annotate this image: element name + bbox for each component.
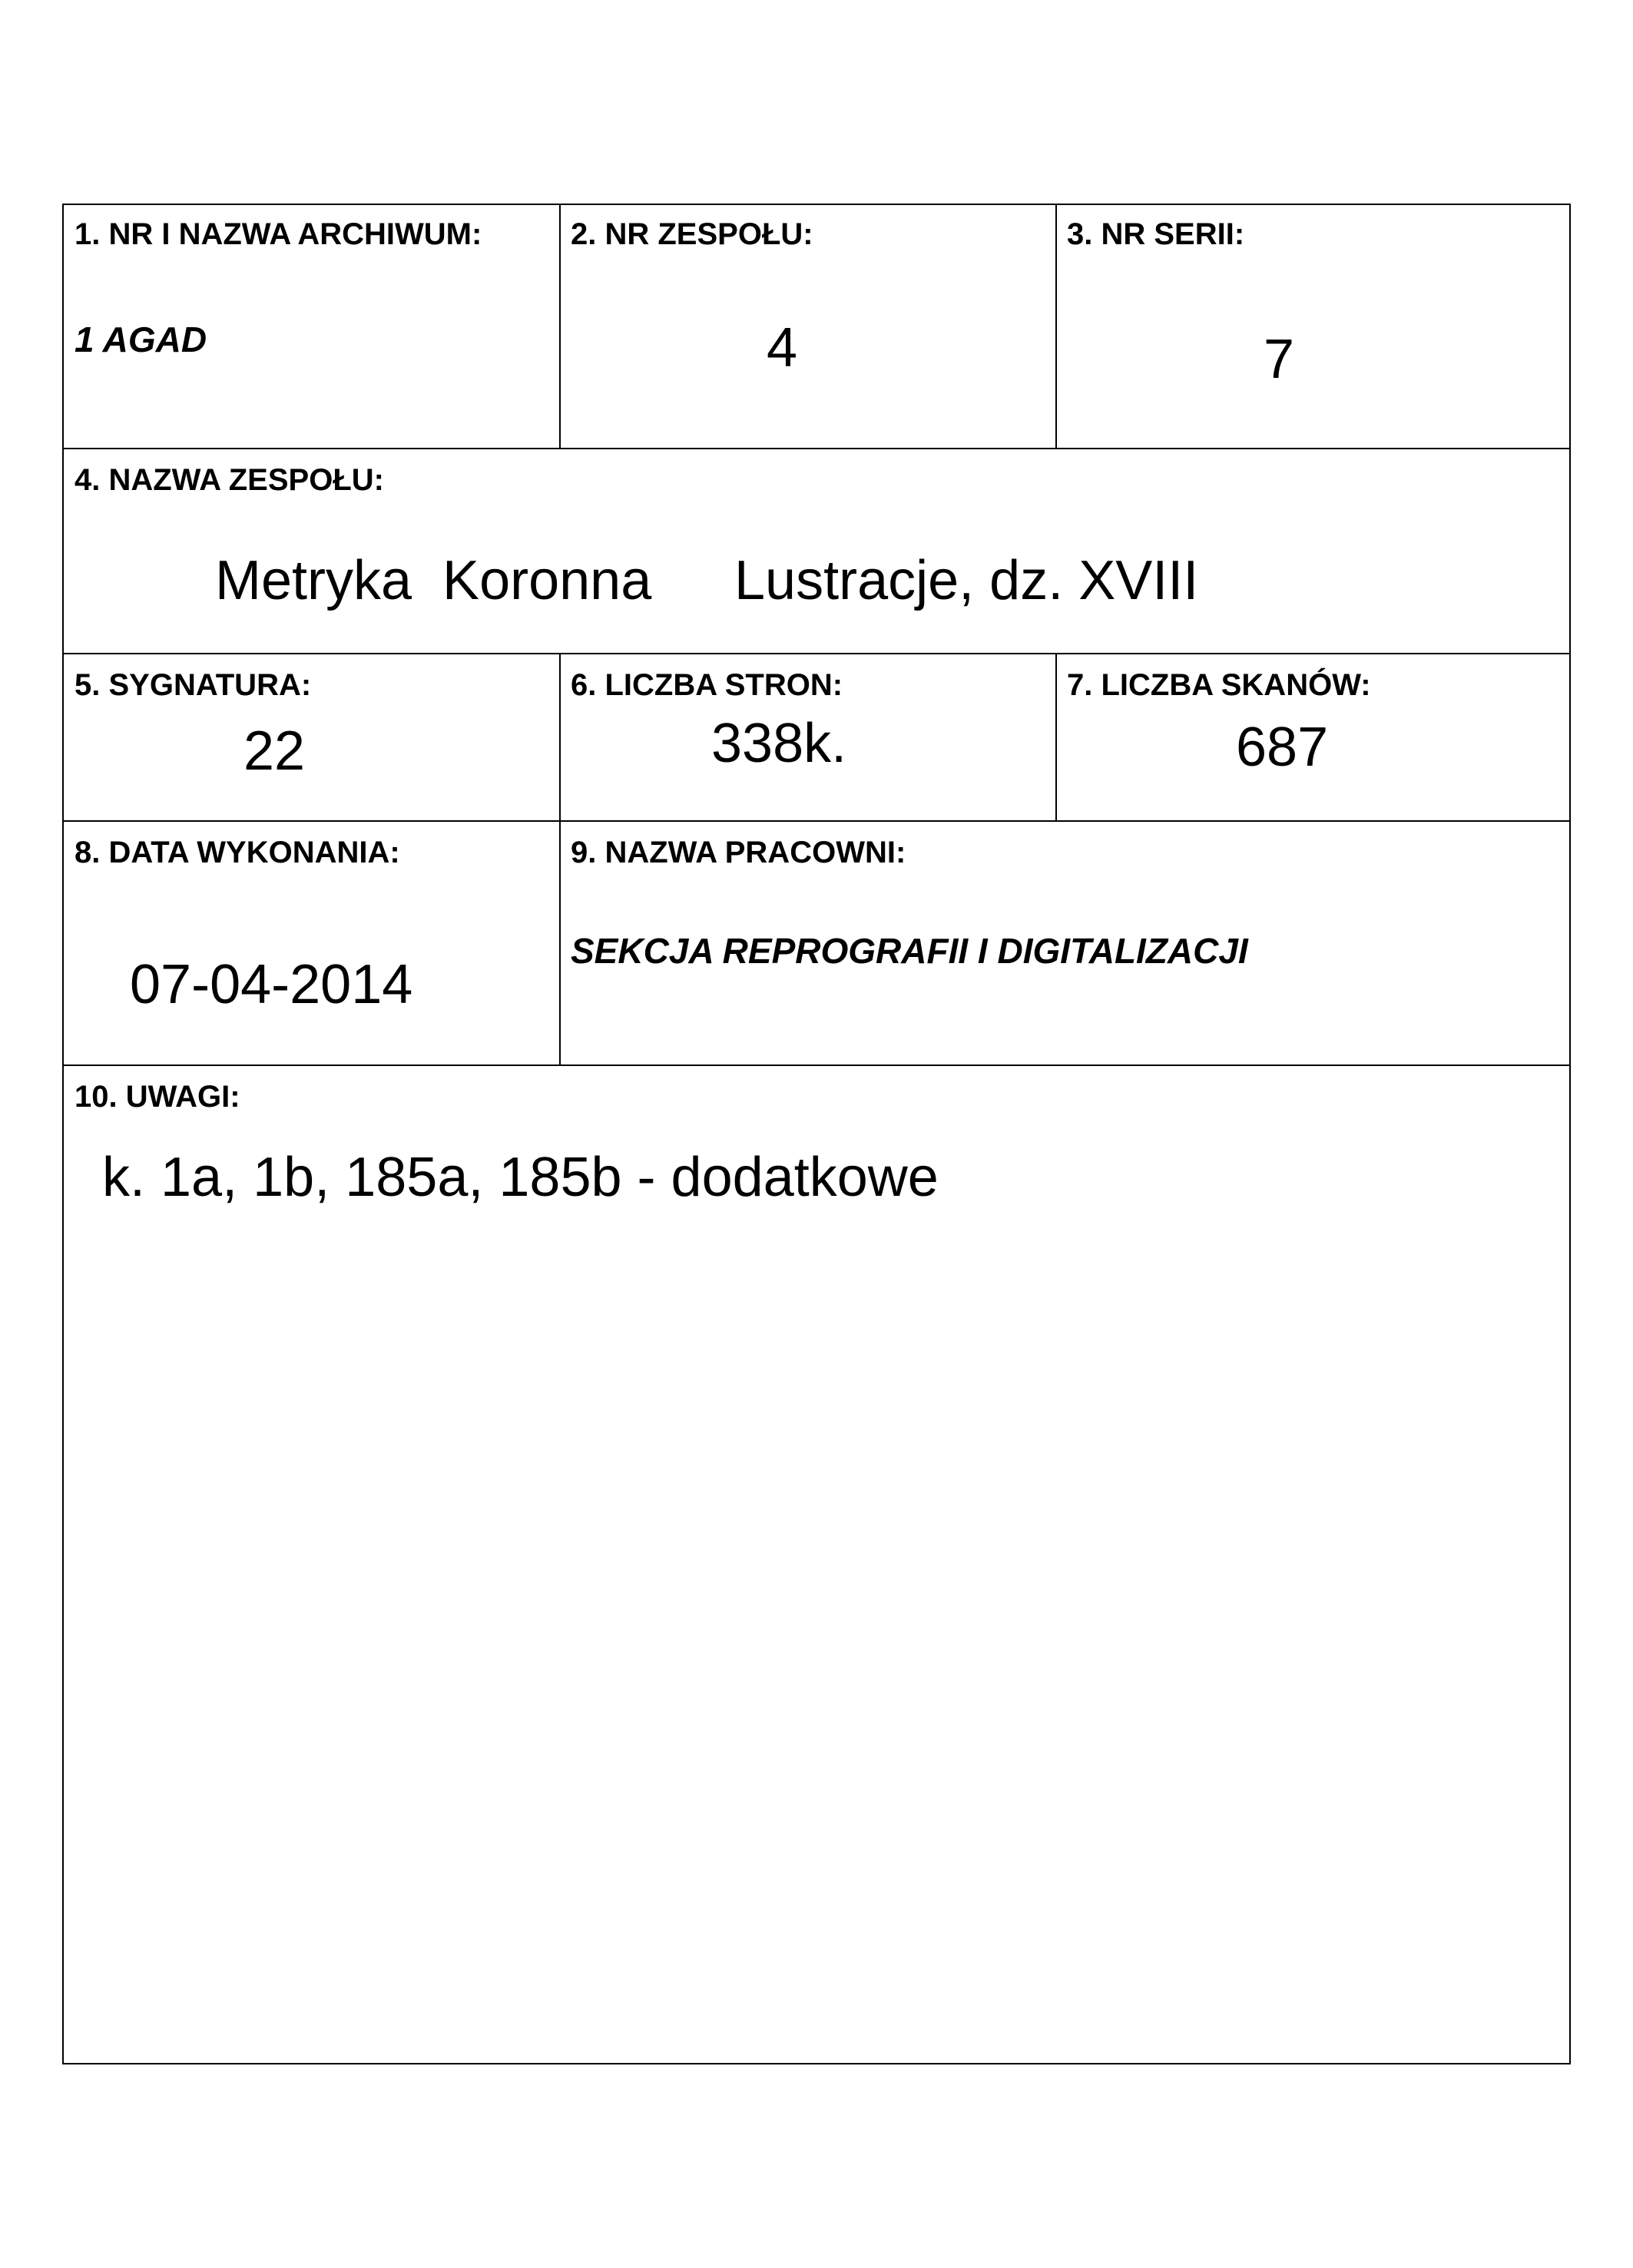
col-divider-row4-a (559, 820, 561, 1066)
series-no-value: 7 (1264, 329, 1295, 390)
metadata-card (62, 204, 1571, 2064)
archive-label: 1. NR I NAZWA ARCHIWUM: (75, 217, 482, 251)
fonds-no-value: 4 (767, 317, 798, 379)
signature-value: 22 (243, 720, 306, 782)
signature-label: 5. SYGNATURA: (75, 668, 312, 702)
series-no-label: 3. NR SERII: (1067, 217, 1245, 251)
date-label: 8. DATA WYKONANIA: (75, 836, 400, 869)
archive-value: 1 AGAD (75, 320, 207, 359)
row-divider-2 (64, 653, 1569, 654)
col-divider-row3-a (559, 653, 561, 822)
scans-label: 7. LICZBA SKANÓW: (1067, 668, 1371, 702)
row-divider-3 (64, 820, 1569, 822)
date-value: 07-04-2014 (130, 954, 413, 1015)
fonds-name-part1: Metryka Koronna (215, 550, 652, 611)
row-divider-1 (64, 448, 1569, 449)
fonds-no-label: 2. NR ZESPOŁU: (571, 217, 813, 251)
pages-label: 6. LICZBA STRON: (571, 668, 843, 702)
workshop-label: 9. NAZWA PRACOWNI: (571, 836, 906, 869)
remarks-label: 10. UWAGI: (75, 1080, 240, 1114)
col-divider-row1-b (1055, 205, 1057, 449)
pages-value: 338k. (711, 713, 847, 774)
fonds-name-label: 4. NAZWA ZESPOŁU: (75, 463, 384, 497)
fonds-name-part2: Lustracje, dz. XVIII (734, 550, 1199, 611)
workshop-value: SEKCJA REPROGRAFII I DIGITALIZACJI (571, 931, 1248, 971)
remarks-value: k. 1a, 1b, 185a, 185b - dodatkowe (102, 1147, 939, 1208)
row-divider-4 (64, 1064, 1569, 1066)
col-divider-row1-a (559, 205, 561, 449)
col-divider-row3-b (1055, 653, 1057, 822)
scans-value: 687 (1236, 717, 1329, 778)
